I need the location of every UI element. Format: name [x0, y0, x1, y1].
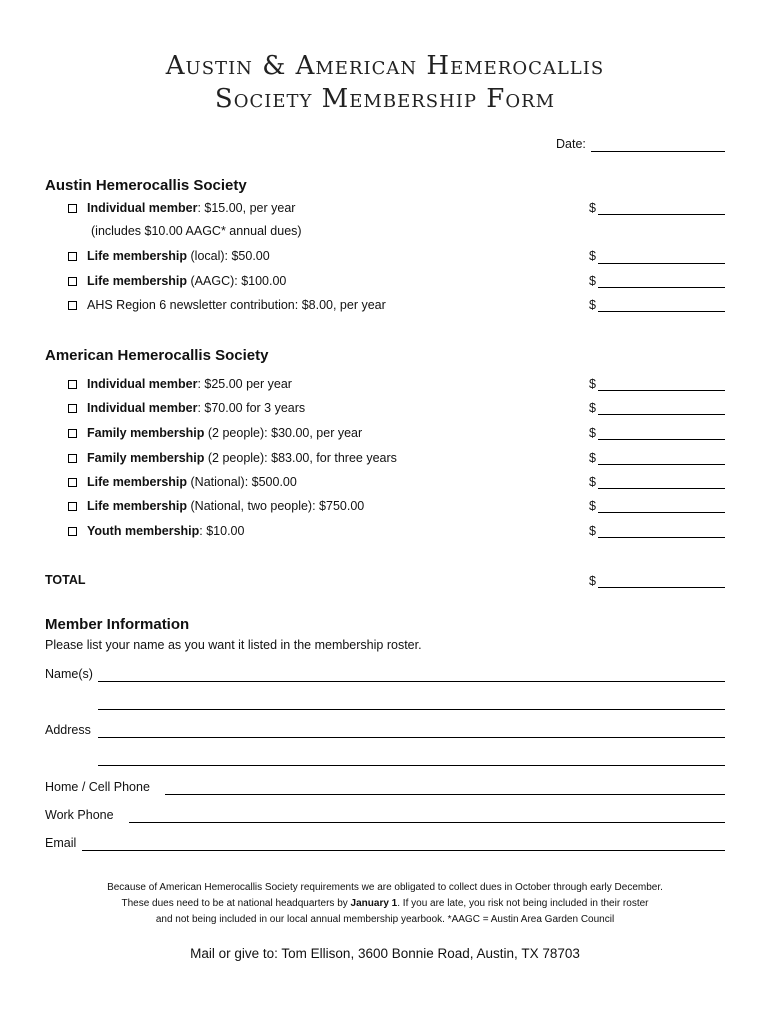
amount-field[interactable]	[598, 439, 725, 440]
amount-prefix: $	[589, 426, 596, 440]
email-field[interactable]	[82, 850, 725, 851]
option-bold-label: Life membership	[87, 249, 188, 263]
option-national-family-3yr[interactable]	[68, 450, 397, 466]
option-bold-label: Individual member	[87, 377, 198, 391]
option-bold-label: Family membership	[87, 451, 205, 465]
checkbox[interactable]	[68, 301, 77, 310]
amount-field[interactable]	[598, 464, 725, 465]
form-title-line-2: Society Membership Form	[214, 84, 556, 114]
option-aagc-life[interactable]	[68, 273, 286, 289]
email-label: Email	[45, 836, 77, 850]
amount-prefix: $	[589, 499, 596, 513]
option-national-individual[interactable]	[68, 376, 292, 392]
option-national-life-two[interactable]	[68, 498, 364, 514]
option-label: (2 people): $83.00, for three years	[204, 451, 397, 465]
amount-prefix: $	[589, 274, 596, 288]
amount-prefix: $	[589, 524, 596, 538]
section-heading-austin: Austin Hemerocallis Society	[45, 177, 247, 194]
dues-note	[40, 880, 730, 928]
amount-prefix: $	[589, 249, 596, 263]
option-local-individual[interactable]	[68, 200, 295, 216]
amount-field[interactable]	[598, 488, 725, 489]
total-amount-field[interactable]	[598, 587, 725, 588]
checkbox[interactable]	[68, 478, 77, 487]
address-field-line-2[interactable]	[98, 765, 725, 766]
option-bold-label: Life membership	[87, 499, 188, 513]
total-label: TOTAL	[45, 573, 86, 587]
option-label: (2 people): $30.00, per year	[204, 426, 363, 440]
checkbox[interactable]	[68, 277, 77, 286]
work-phone-label: Work Phone	[45, 808, 114, 822]
option-bold-label: Life membership	[87, 475, 188, 489]
option-label: : $15.00, per year	[197, 201, 296, 215]
amount-field[interactable]	[598, 287, 725, 288]
amount-field[interactable]	[598, 214, 725, 215]
checkbox[interactable]	[68, 404, 77, 413]
amount-prefix: $	[589, 574, 596, 588]
amount-prefix: $	[589, 377, 596, 391]
option-label: : $25.00 per year	[197, 377, 292, 391]
option-bold-label: Individual member	[87, 401, 198, 415]
dues-note-text: . If you are late, you risk not being included in their roster	[397, 898, 649, 909]
name-field-line-2[interactable]	[98, 709, 725, 710]
amount-field[interactable]	[598, 311, 725, 312]
dues-note-line-2	[40, 896, 730, 912]
work-phone-field[interactable]	[129, 822, 725, 823]
option-national-family[interactable]	[68, 425, 362, 441]
option-note: (includes $10.00 AAGC* annual dues)	[91, 224, 302, 238]
form-title-line-1: Austin & American Hemerocallis	[165, 51, 605, 81]
option-label: (AAGC): $100.00	[187, 274, 287, 288]
home-phone-label: Home / Cell Phone	[45, 780, 150, 794]
address-label: Address	[45, 723, 91, 737]
option-bold-label: Individual member	[87, 201, 198, 215]
section-heading-member-info: Member Information	[45, 616, 190, 633]
option-bold-label: Life membership	[87, 274, 188, 288]
amount-prefix: $	[589, 475, 596, 489]
option-label: : $10.00	[199, 524, 245, 538]
amount-prefix: $	[589, 401, 596, 415]
dues-note-line-1: Because of American Hemerocallis Society requirements we are obligated to collect dues in October through early December.	[107, 882, 663, 893]
amount-prefix: $	[589, 298, 596, 312]
option-label: : $70.00 for 3 years	[197, 401, 306, 415]
mailing-address: Mail or give to: Tom Ellison, 3600 Bonnie Road, Austin, TX 78703	[190, 946, 580, 961]
option-national-youth[interactable]	[68, 523, 244, 539]
amount-field[interactable]	[598, 263, 725, 264]
checkbox[interactable]	[68, 252, 77, 261]
address-field[interactable]	[98, 737, 725, 738]
form-title	[0, 50, 770, 116]
amount-prefix: $	[589, 201, 596, 215]
amount-field[interactable]	[598, 414, 725, 415]
option-bold-label: Family membership	[87, 426, 205, 440]
checkbox[interactable]	[68, 454, 77, 463]
member-info-instructions: Please list your name as you want it listed in the membership roster.	[45, 638, 422, 652]
option-local-life[interactable]	[68, 248, 270, 264]
checkbox[interactable]	[68, 380, 77, 389]
home-phone-field[interactable]	[165, 794, 725, 795]
checkbox[interactable]	[68, 502, 77, 511]
amount-field[interactable]	[598, 537, 725, 538]
amount-prefix: $	[589, 451, 596, 465]
date-label: Date:	[556, 137, 586, 151]
name-label: Name(s)	[45, 667, 93, 681]
amount-field[interactable]	[598, 390, 725, 391]
dues-note-deadline: January 1	[350, 898, 398, 909]
date-field[interactable]	[591, 151, 725, 152]
amount-field[interactable]	[598, 512, 725, 513]
option-label: (local): $50.00	[187, 249, 270, 263]
checkbox[interactable]	[68, 204, 77, 213]
option-national-individual-3yr[interactable]	[68, 400, 305, 416]
section-heading-american: American Hemerocallis Society	[45, 347, 269, 364]
name-field[interactable]	[98, 681, 725, 682]
option-label: (National, two people): $750.00	[187, 499, 365, 513]
option-newsletter[interactable]	[68, 297, 386, 313]
option-label: (National): $500.00	[187, 475, 297, 489]
dues-note-text: These dues need to be at national headquarters by	[121, 898, 351, 909]
option-bold-label: Youth membership	[87, 524, 200, 538]
checkbox[interactable]	[68, 527, 77, 536]
checkbox[interactable]	[68, 429, 77, 438]
option-label: AHS Region 6 newsletter contribution: $8.00, per year	[87, 298, 386, 312]
option-national-life[interactable]	[68, 474, 297, 490]
dues-note-line-3: and not being included in our local annual membership yearbook. *AAGC = Austin Area Garden Council	[155, 914, 615, 925]
